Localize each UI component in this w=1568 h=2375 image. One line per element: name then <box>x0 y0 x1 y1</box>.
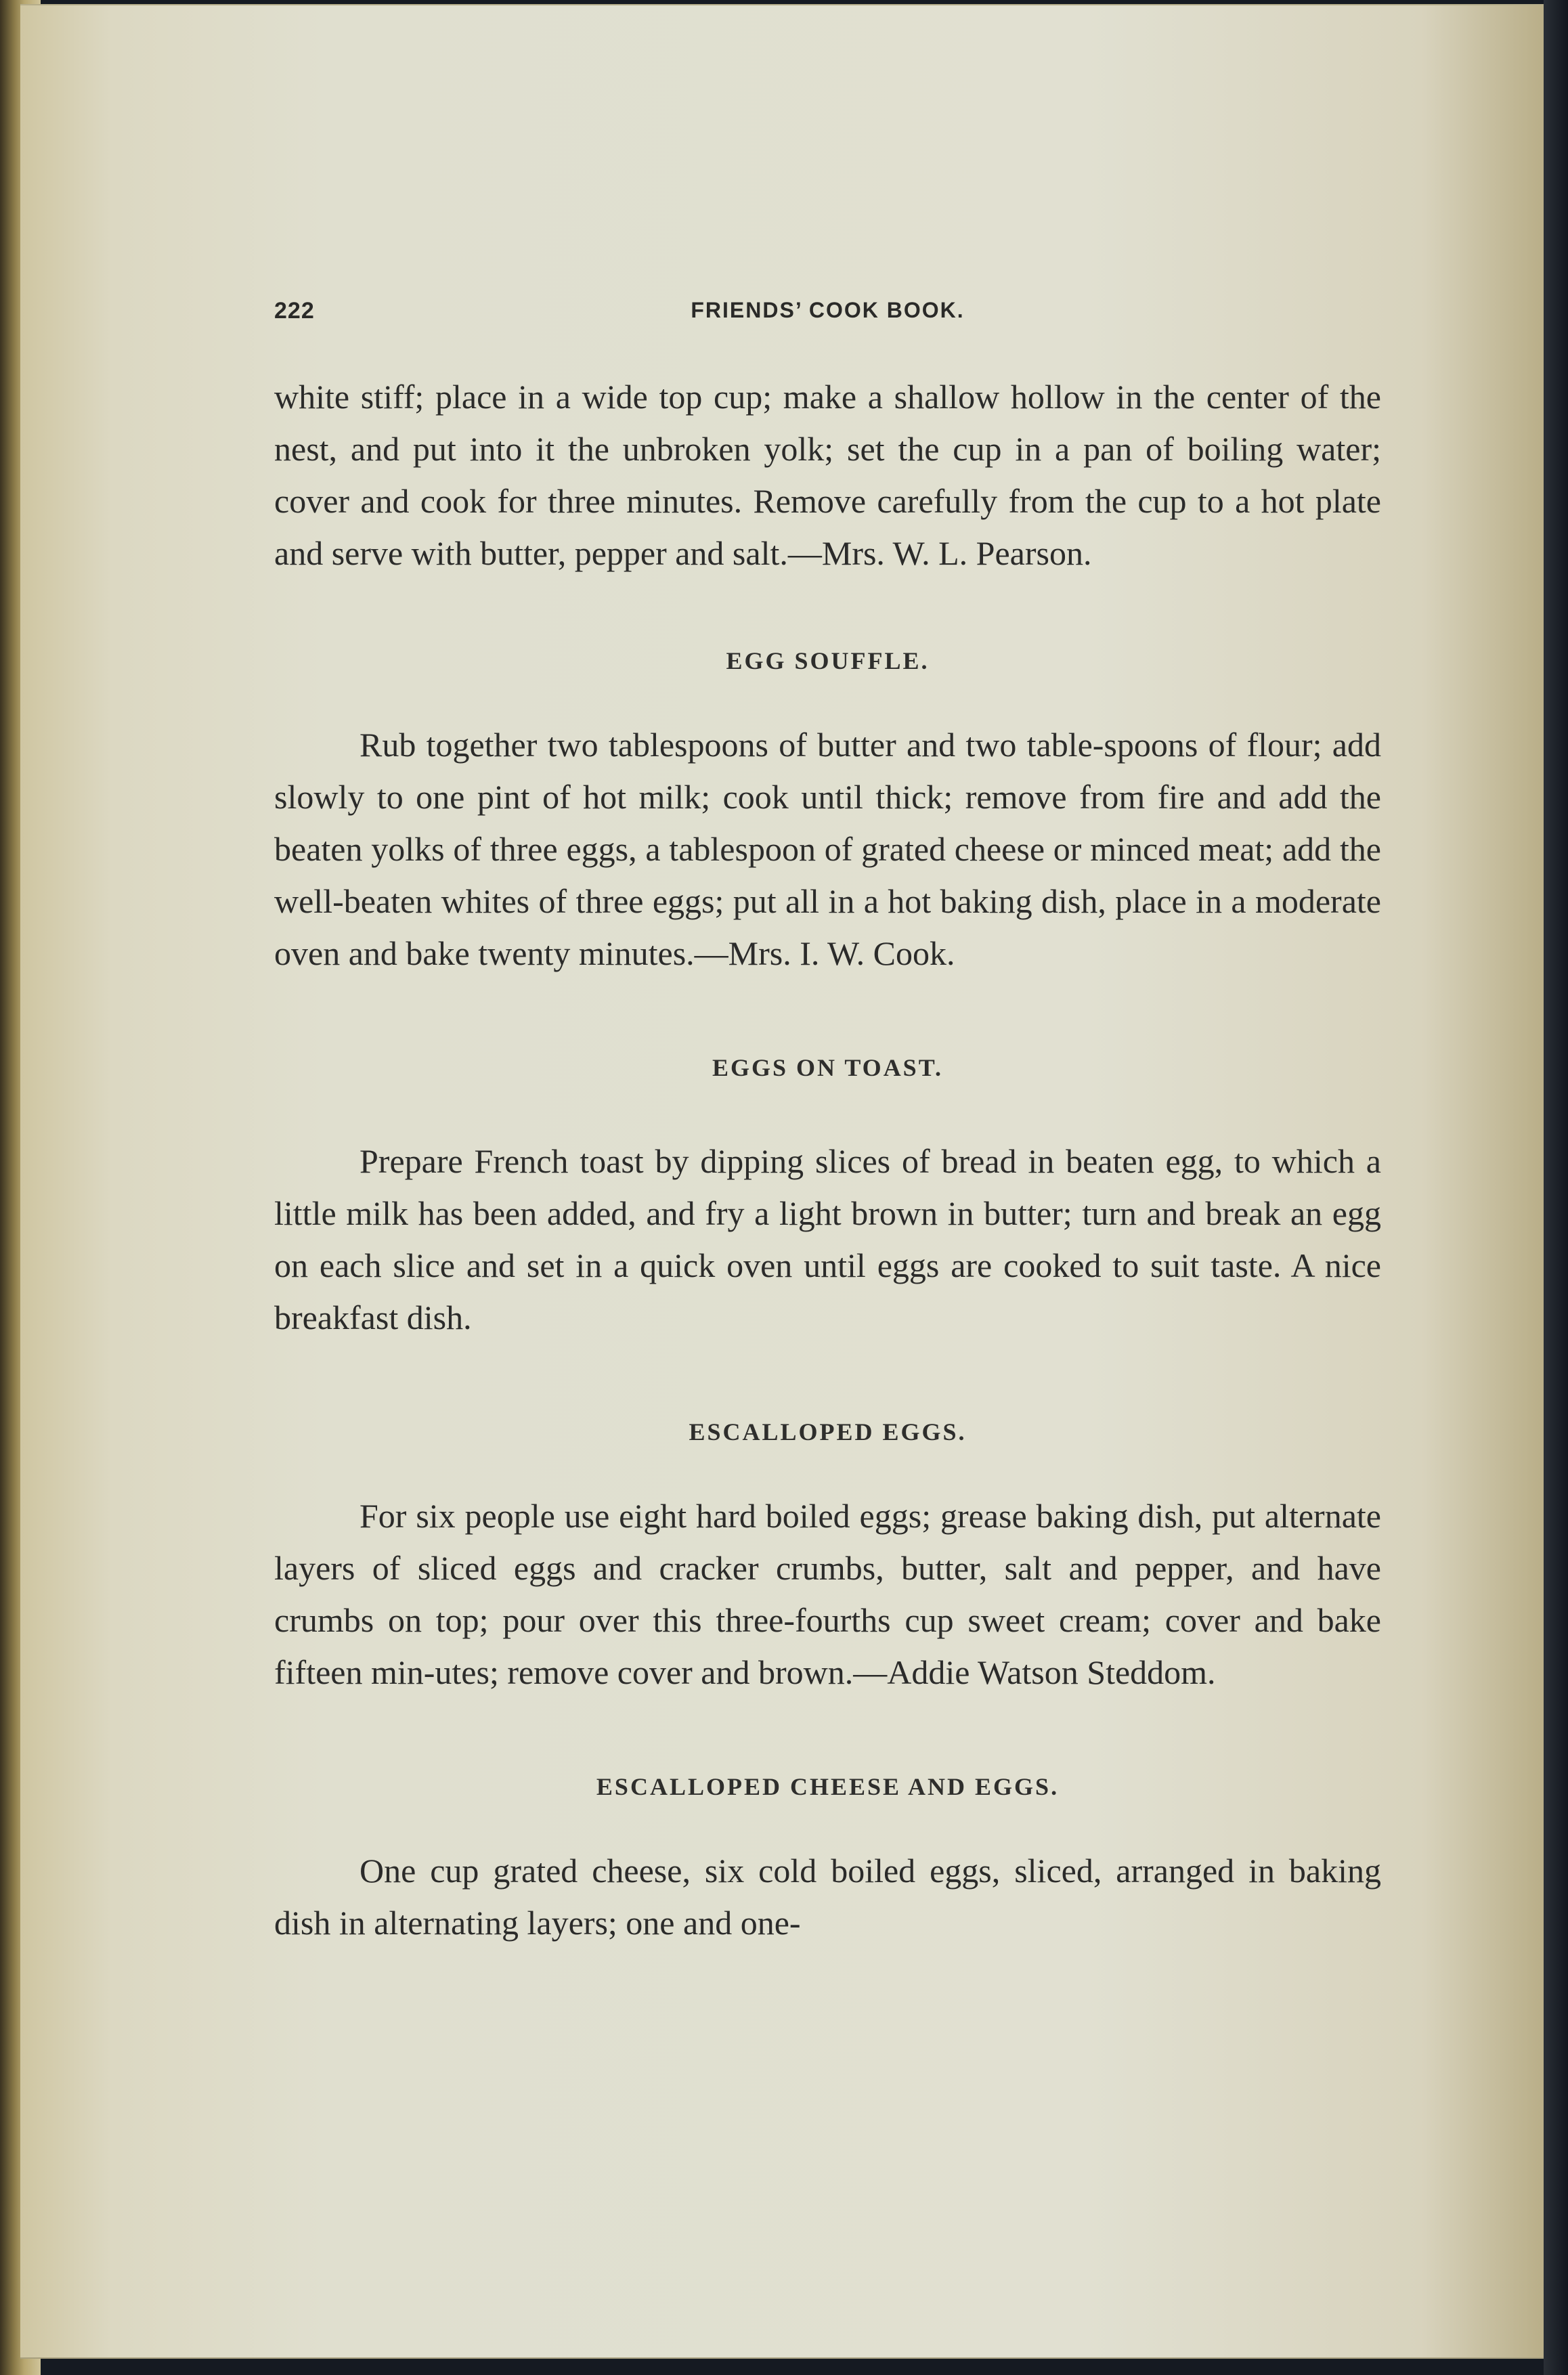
recipe-paragraph-escalloped-eggs: For six people use eight hard boiled eggs; grease baking dish, put alternate layers of sliced eggs and cracker crumbs, butter, salt and pepper, and have crumbs on top; pour over this three-fourths cup sweet cream; cover and bake fifteen min-utes; remove cover and brown.—Addie Watson Steddom. <box>274 1497 1381 1691</box>
recipe-heading-egg-souffle: EGG SOUFFLE. <box>726 647 930 674</box>
recipe-heading-eggs-on-toast: EGGS ON TOAST. <box>712 1054 944 1081</box>
recipe-paragraph-escalloped-cheese-and-eggs: One cup grated cheese, six cold boiled eggs, sliced, arranged in baking dish in alternating layers; one and one- <box>274 1852 1381 1942</box>
book-cover-edge <box>1544 0 1568 2375</box>
page-header <box>274 298 1381 339</box>
running-title: FRIENDS’ COOK BOOK. <box>691 298 965 322</box>
recipe-paragraph-eggs-on-toast: Prepare French toast by dipping slices of bread in beaten egg, to which a little milk has been added, and fry a light brown in butter; turn and break an egg on each slice and set in a quick oven until eggs are cooked to suit taste. A nice breakfast dish. <box>274 1142 1381 1336</box>
recipe-paragraph-egg-souffle: Rub together two tablespoons of butter and two table-spoons of flour; add slowly to one pint of hot milk; cook until thick; remove from fire and add the beaten yolks of three eggs, a tablespoon of grated cheese or minced meat; add the well-beaten whites of three eggs; put all in a hot baking dish, place in a moderate oven and bake twenty minutes.—Mrs. I. W. Cook. <box>274 726 1381 972</box>
page-body <box>274 371 1381 1949</box>
recipe-continuation-paragraph: white stiff; place in a wide top cup; make a shallow hollow in the center of the nest, and put into it the unbroken yolk; set the cup in a pan of boiling water; cover and cook for three minutes. Remove carefully from the cup to a hot plate and serve with butter, pepper and salt.—Mrs. W. L. Pearson. <box>274 378 1381 572</box>
page-number: 222 <box>274 298 315 324</box>
recipe-heading-escalloped-eggs: ESCALLOPED EGGS. <box>689 1418 967 1445</box>
recipe-heading-escalloped-cheese-and-eggs: ESCALLOPED CHEESE AND EGGS. <box>596 1773 1060 1800</box>
